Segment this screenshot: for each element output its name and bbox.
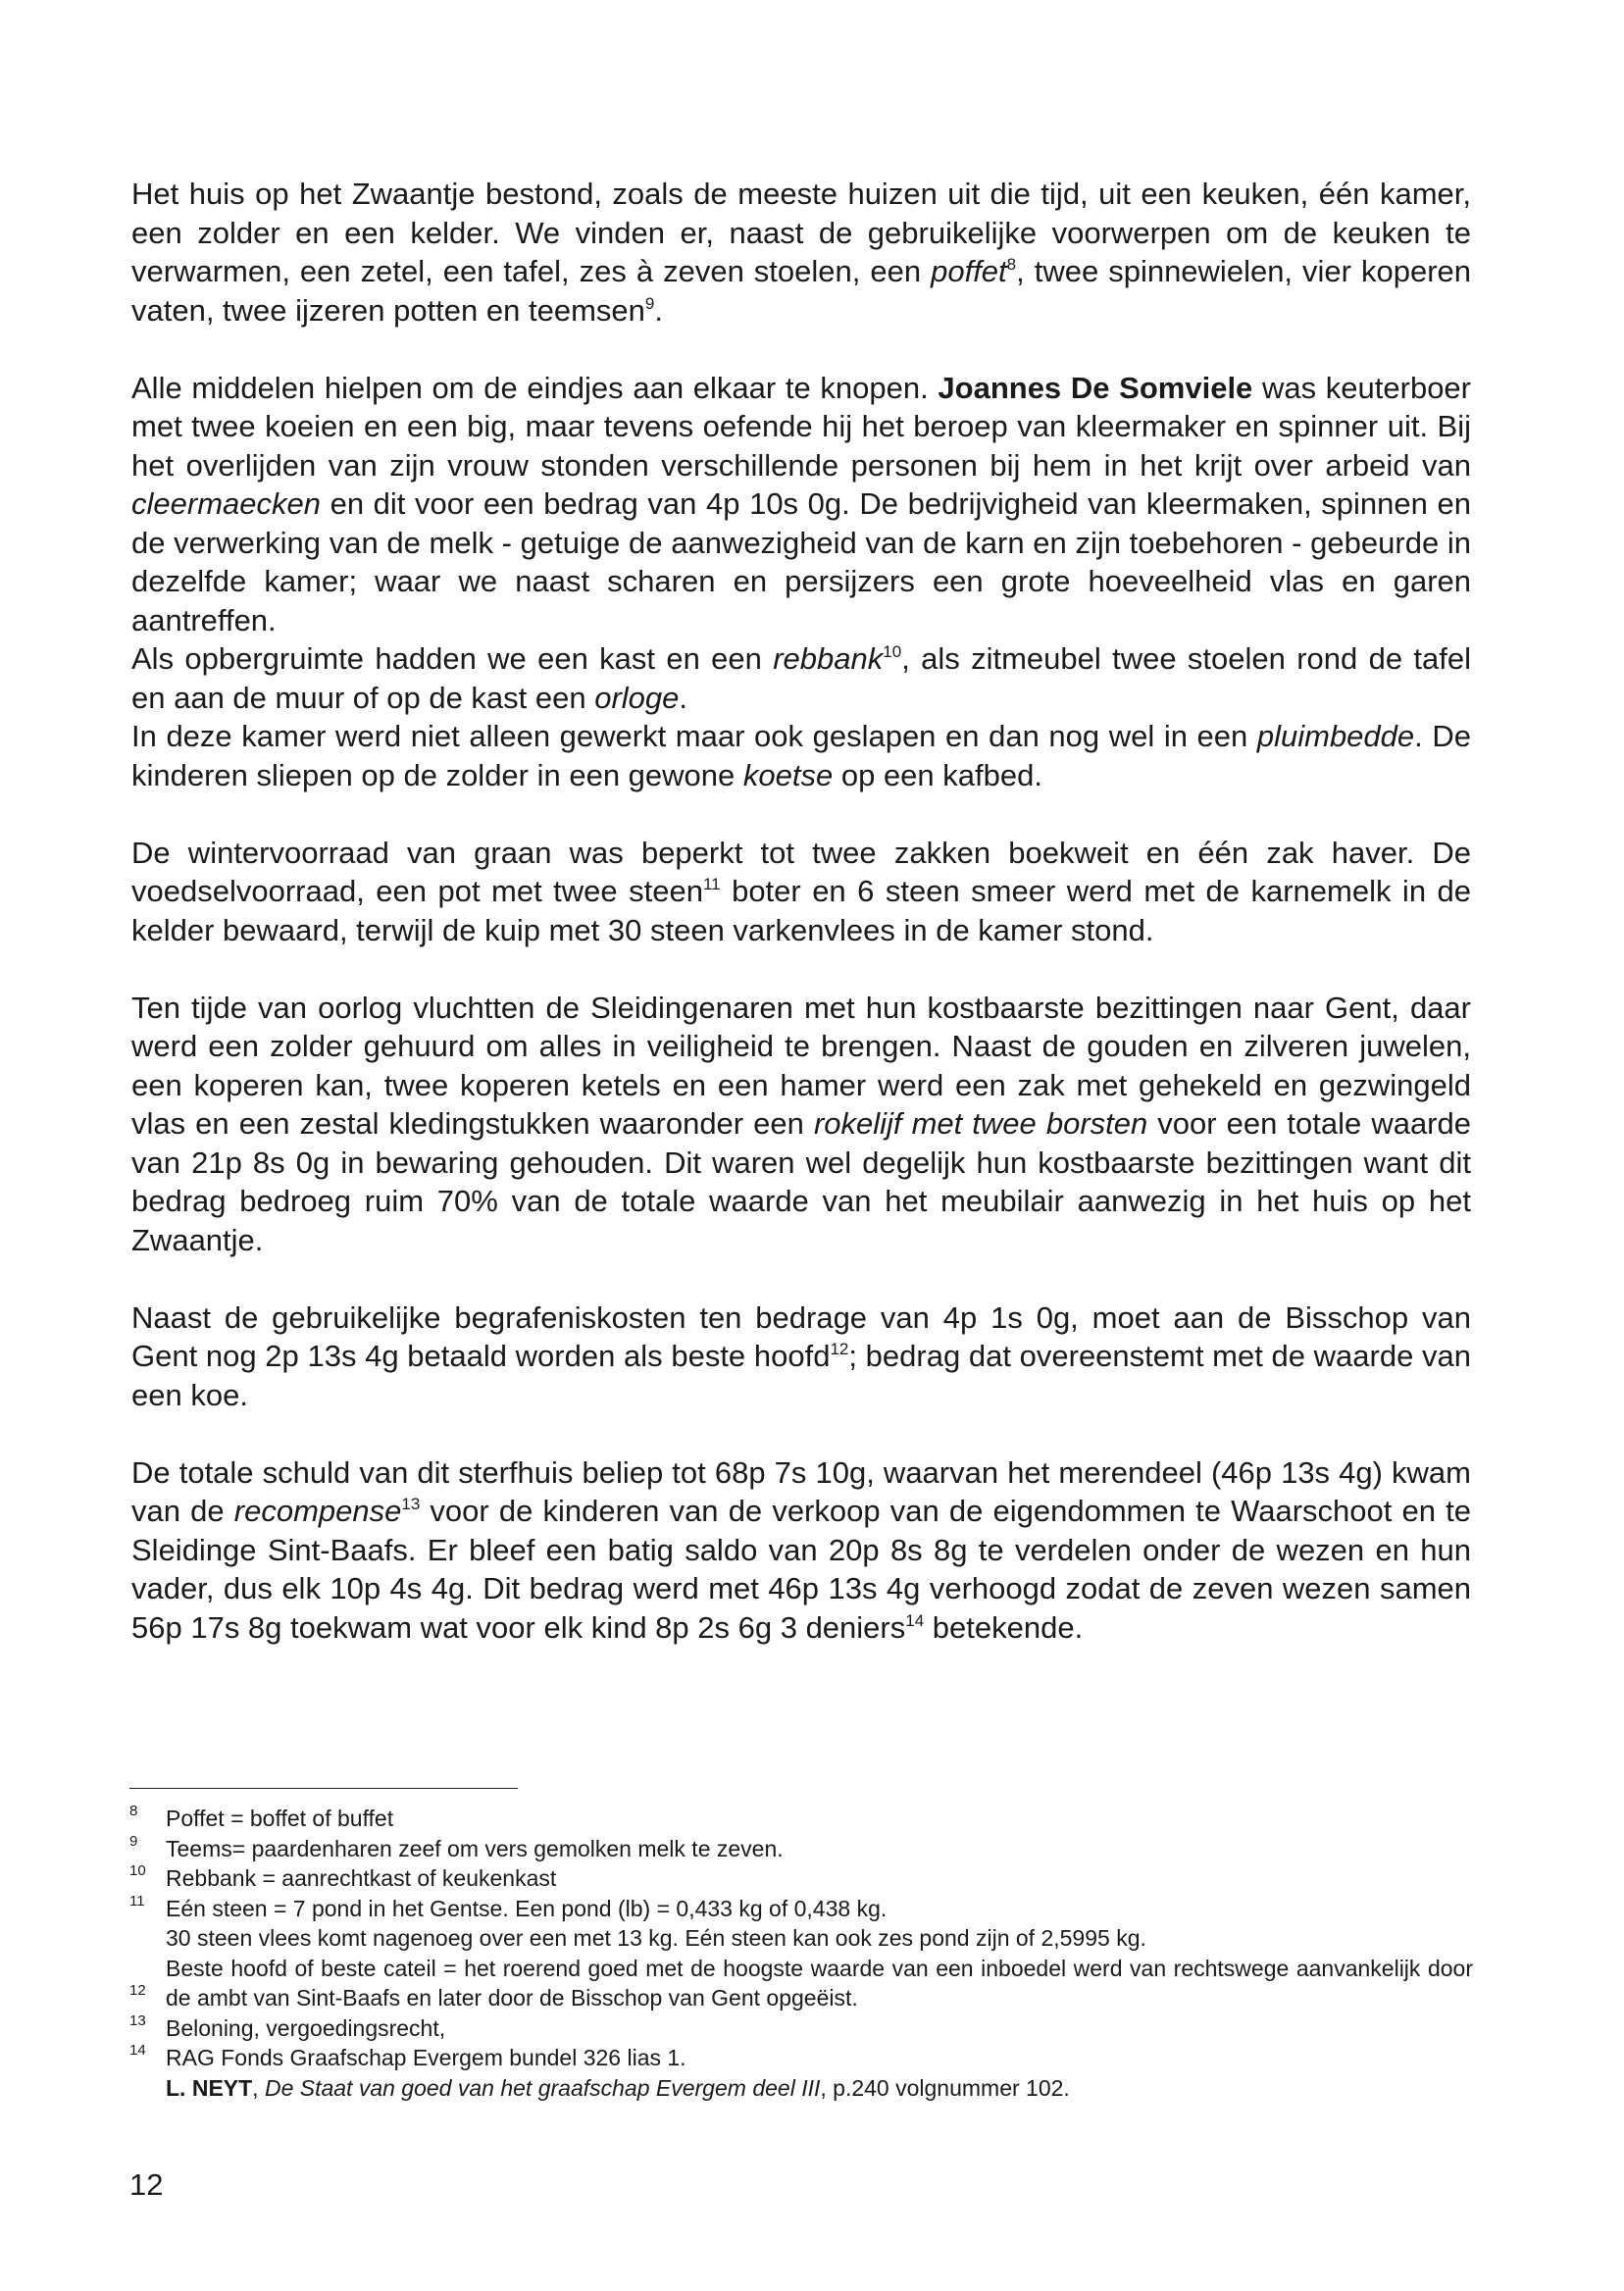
footnote-ref: 9 (644, 293, 655, 313)
italic-term: poffet (931, 254, 1007, 288)
footnote (129, 2043, 1473, 2073)
footnote-text: RAG Fonds Graafschap Evergem bundel 326 lias 1. (166, 2045, 686, 2070)
text-run: Als opbergruimte hadden we een kast en een (131, 641, 774, 676)
text-run: voor de kinderen van de verkoop van de eigendommen te Waarschoot en te Sleidinge Sint-Baafs. Er bleef een batig saldo van 20p 8s 8g te verdelen onder de wezen en hun vader, dus elk 10p 4s 4g. Dit bedrag werd met 46p 13s 4g verhoogd zodat de zeven wezen samen 56p 17s 8g toekwam wat voor elk kind 8p 2s 6g 3 deniers (131, 1494, 1471, 1645)
text-run: Het huis op het Zwaantje bestond, zoals de meeste huizen uit die tijd, uit een keuken, één kamer, een zolder en een kelder. We vinden er, naast de gebruikelijke voorwerpen om de keuken te verwarmen, een zetel, een tafel, zes à zeven stoelen, een (131, 177, 1471, 288)
paragraph (131, 834, 1471, 950)
footnote-text: Beste hoofd of beste cateil = het roerend goed met de hoogste waarde van een inboedel werd van rechtswege aanvankelijk door de ambt van Sint-Baafs en later door de Bisschop van Gent opgeëist. (166, 1955, 1473, 2011)
source-rest: , p.240 volgnummer 102. (820, 2074, 1070, 2101)
footnote-ref: 11 (702, 875, 721, 893)
text-run: , twee spinnewielen, vier koperen vaten, twee ijzeren potten en teemsen (131, 254, 1472, 328)
footnote-text: Eén steen = 7 pond in het Gentse. Een pond (lb) = 0,433 kg of 0,438 kg. (166, 1895, 888, 1921)
footnote-ref: 14 (905, 1610, 925, 1630)
footnote-text: Rebbank = aanrechtkast of keukenkast (166, 1865, 557, 1891)
text-run: Ten tijde van oorlog vluchtten de Sleidingenaren met hun kostbaarste bezittingen naar Gent, daar werd een zolder gehuurd om alles in veiligheid te brengen. Naast de gouden en zilveren juwelen, een koperen kan, twee koperen ketels en een hamer werd een zak met gehekeld en gezwingeld vlas en een zestal kledingstukken waaronder een (131, 990, 1471, 1141)
footnote (129, 1804, 1473, 1834)
source-author: L. NEYT (166, 2074, 253, 2101)
text-run: voor een totale waarde van 21p 8s 0g in bewaring gehouden. Dit waren wel degelijk hun kostbaarste bezittingen want dit bedrag bedroeg ruim 70% van de totale waarde van het meubilair aanwezig in het huis op het Zwaantje. (131, 1106, 1471, 1257)
paragraph (131, 717, 1471, 794)
footnotes (129, 1804, 1473, 2103)
paragraph (131, 639, 1471, 717)
text-run: , als zitmeubel twee stoelen rond de tafel en aan de muur of op de kast een (131, 641, 1471, 715)
footnote-text: 30 steen vlees komt nagenoeg over een met 13 kg. Eén steen kan ook zes pond zijn of 2,5995 kg. (166, 1925, 1146, 1951)
text-run: . De kinderen sliepen op de zolder in een gewone (131, 719, 1471, 792)
footnote-text: Teems= paardenharen zeef om vers gemolken melk te zeven. (166, 1835, 784, 1861)
italic-term: rokelijf met twee borsten (813, 1106, 1148, 1141)
body-text (131, 175, 1471, 1647)
text-run: In deze kamer werd niet alleen gewerkt maar ook geslapen en dan nog wel in een (131, 719, 1257, 753)
text-run: ; bedrag dat overeenstemt met de waarde van een koe. (131, 1339, 1471, 1412)
text-run: De totale schuld van dit sterfhuis beliep tot 68p 7s 10g, waarvan het merendeel (46p 13s 4g) kwam van de (131, 1454, 1471, 1528)
text-run: Naast de gebruikelijke begrafeniskosten ten bedrage van 4p 1s 0g, moet aan de Bisschop van Gent nog 2p 13s 4g betaald worden als beste hoofd (131, 1299, 1471, 1373)
footnote (129, 1923, 1473, 1954)
footnote (129, 2013, 1473, 2044)
footnote-ref: 12 (830, 1340, 849, 1358)
paragraph (131, 989, 1471, 1260)
footnote-ref: 10 (883, 642, 902, 661)
italic-term: pluimbedde (1256, 719, 1415, 753)
paragraph (131, 1453, 1471, 1648)
footnote-number: 8 (129, 1803, 138, 1819)
footnote (129, 1894, 1473, 1924)
footnote (129, 1863, 1473, 1894)
text-run: boter en 6 steen smeer werd met de karnemelk in de kelder bewaard, terwijl de kuip met 30 steen varkenvlees in de kamer stond. (131, 874, 1472, 947)
text-run: De wintervoorraad van graan was beperkt tot twee zakken boekweit en één zak haver. De voedselvoorraad, een pot met twee steen (131, 835, 1471, 908)
text-run: was keuterboer met twee koeien en een big, maar tevens oefende hij het beroep van kleermaker en spinner uit. Bij het overlijden van zijn vrouw stonden verschillende personen bij hem in het krijt over arbeid van (131, 370, 1471, 483)
text-run: en dit voor een bedrag van 4p 10s 0g. De bedrijvigheid van kleermaken, spinnen en de verwerking van de melk - getuige de aanwezigheid van de karn en zijn toebehoren - gebeurde in dezelfde kamer; waar we naast scharen en persijzers een grote hoeveelheid vlas en garen aantreffen. (131, 486, 1471, 637)
footnote-number: 9 (129, 1832, 138, 1850)
footnote-separator (129, 1788, 518, 1789)
footnote-ref: 13 (401, 1495, 421, 1513)
italic-term: orloge (594, 680, 680, 715)
text-run: . (654, 292, 663, 328)
italic-term: koetse (742, 757, 834, 792)
footnote-text: Poffet = boffet of buffet (166, 1806, 394, 1831)
footnote (129, 1954, 1473, 2013)
paragraph (131, 369, 1471, 640)
footnote-text: Beloning, vergoedingsrecht, (166, 2014, 446, 2041)
paragraph (131, 175, 1471, 330)
italic-term: rebbank (773, 641, 884, 676)
italic-term: cleermaecken (131, 486, 321, 521)
text-run: op een kafbed. (833, 757, 1042, 792)
italic-term: recompense (233, 1494, 402, 1528)
source-title: De Staat van goed van het graafschap Evergem deel III (264, 2074, 821, 2101)
footnote-number: 13 (129, 2011, 146, 2029)
footnote-number: 14 (129, 2042, 146, 2059)
text-run: betekende. (924, 1609, 1084, 1645)
page-number: 12 (129, 2167, 164, 2202)
footnote (129, 1834, 1473, 1864)
text-run: . (679, 680, 688, 715)
footnote-number: 11 (129, 1892, 145, 1909)
bold-name: Joannes De Somviele (938, 370, 1253, 405)
footnote-number: 12 (129, 1981, 146, 1999)
paragraph (131, 1298, 1471, 1415)
source-citation: L. NEYT, De Staat van goed van het graafschap Evergem deel III, p.240 volgnummer 102. (166, 2074, 1070, 2101)
footnote-ref: 8 (1006, 255, 1017, 274)
text-run: Alle middelen hielpen om de eindjes aan elkaar te knopen. (131, 370, 939, 405)
footnote-number: 10 (129, 1862, 146, 1879)
